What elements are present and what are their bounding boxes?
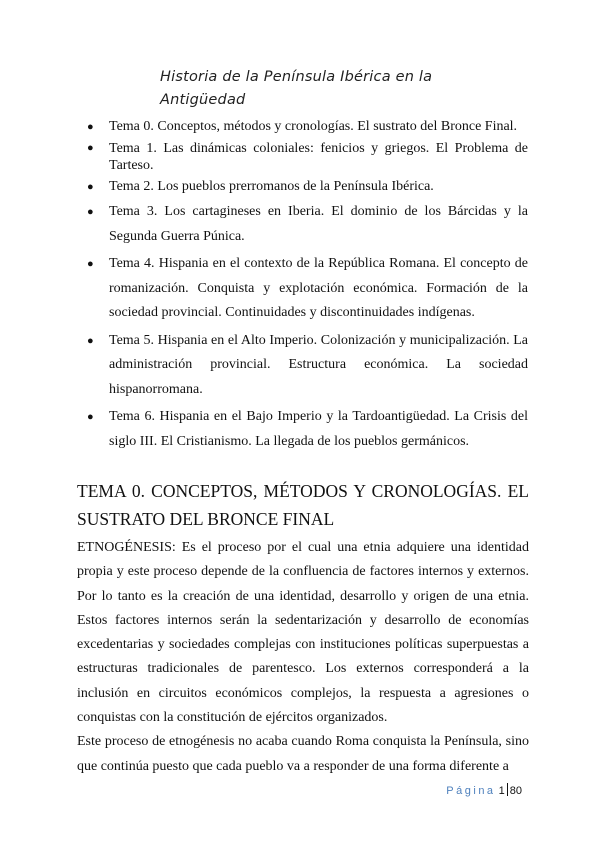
bullet-icon: ●: [87, 258, 94, 270]
topic-text: Tema 6. Hispania en el Bajo Imperio y la Tardoantigüedad. La Crisis del siglo III. El Cristianismo. La llegada de los pueblos germánicos.: [109, 409, 528, 449]
topic-text: Tema 5. Hispania en el Alto Imperio. Colonización y municipalización. La administración provincial. Estructura económica. La sociedad hispanorromana.: [109, 332, 528, 397]
list-item: [82, 177, 528, 197]
paragraph: ETNOGÉNESIS: Es el proceso por el cual una etnia adquiere una identidad propia y este proceso depende de la confluencia de factores internos y externos. Por lo tanto es la creación de una identidad, desarrollo y origen de una etnia. Estos factores internos serán la sedentarización y desarrollo de economías excedentarias y sociedades complejas con instituciones políticas superpuestas a estructuras tradicionales de parentesco. Los externos corresponderá a la inclusión en circuitos económicos complejos, la respuesta a agresiones o conquistas con la constitución de ejércitos organizados.: [77, 540, 529, 726]
total-pages: 80: [509, 785, 522, 797]
section-heading: TEMA 0. CONCEPTOS, MÉTODOS Y CRONOLOGÍAS. EL SUSTRATO DEL BRONCE FINAL: [77, 481, 529, 529]
page-label: Página: [446, 785, 496, 797]
body-text: [77, 536, 529, 779]
list-item: [82, 200, 528, 249]
list-item: [82, 140, 528, 174]
list-item: [82, 117, 528, 137]
topic-text: Tema 2. Los pueblos prerromanos de la Península Ibérica.: [109, 179, 434, 194]
document-title: Historia de la Península Ibérica en la Antigüedad: [160, 69, 433, 108]
list-item: [82, 405, 528, 454]
topic-text: Tema 1. Las dinámicas coloniales: fenicios y griegos. El Problema de Tarteso.: [109, 141, 528, 173]
bullet-icon: ●: [87, 206, 94, 218]
bullet-icon: ●: [87, 142, 94, 154]
list-item: [82, 329, 528, 403]
bullet-icon: ●: [87, 121, 94, 133]
page-footer: [446, 783, 522, 797]
bullet-icon: ●: [87, 181, 94, 193]
list-item: [82, 252, 528, 326]
bullet-icon: ●: [87, 411, 94, 423]
topic-list: [82, 117, 528, 457]
page-number: 1: [498, 785, 505, 797]
bullet-icon: ●: [87, 334, 94, 347]
topic-text: Tema 4. Hispania en el contexto de la República Romana. El concepto de romanización. Conquista y explotación económica. Formación de la sociedad provincial. Continuidades y discontinuidades indígenas.: [109, 256, 528, 320]
topic-text: Tema 0. Conceptos, métodos y cronologías. El sustrato del Bronce Final.: [109, 119, 518, 134]
paragraph: Este proceso de etnogénesis no acaba cuando Roma conquista la Península, sino que continúa puesto que cada pueblo va a responder de una forma diferente a: [77, 734, 529, 774]
page-separator: [507, 783, 508, 796]
topic-text: Tema 3. Los cartagineses en Iberia. El dominio de los Bárcidas y la Segunda Guerra Púnica.: [109, 204, 528, 244]
